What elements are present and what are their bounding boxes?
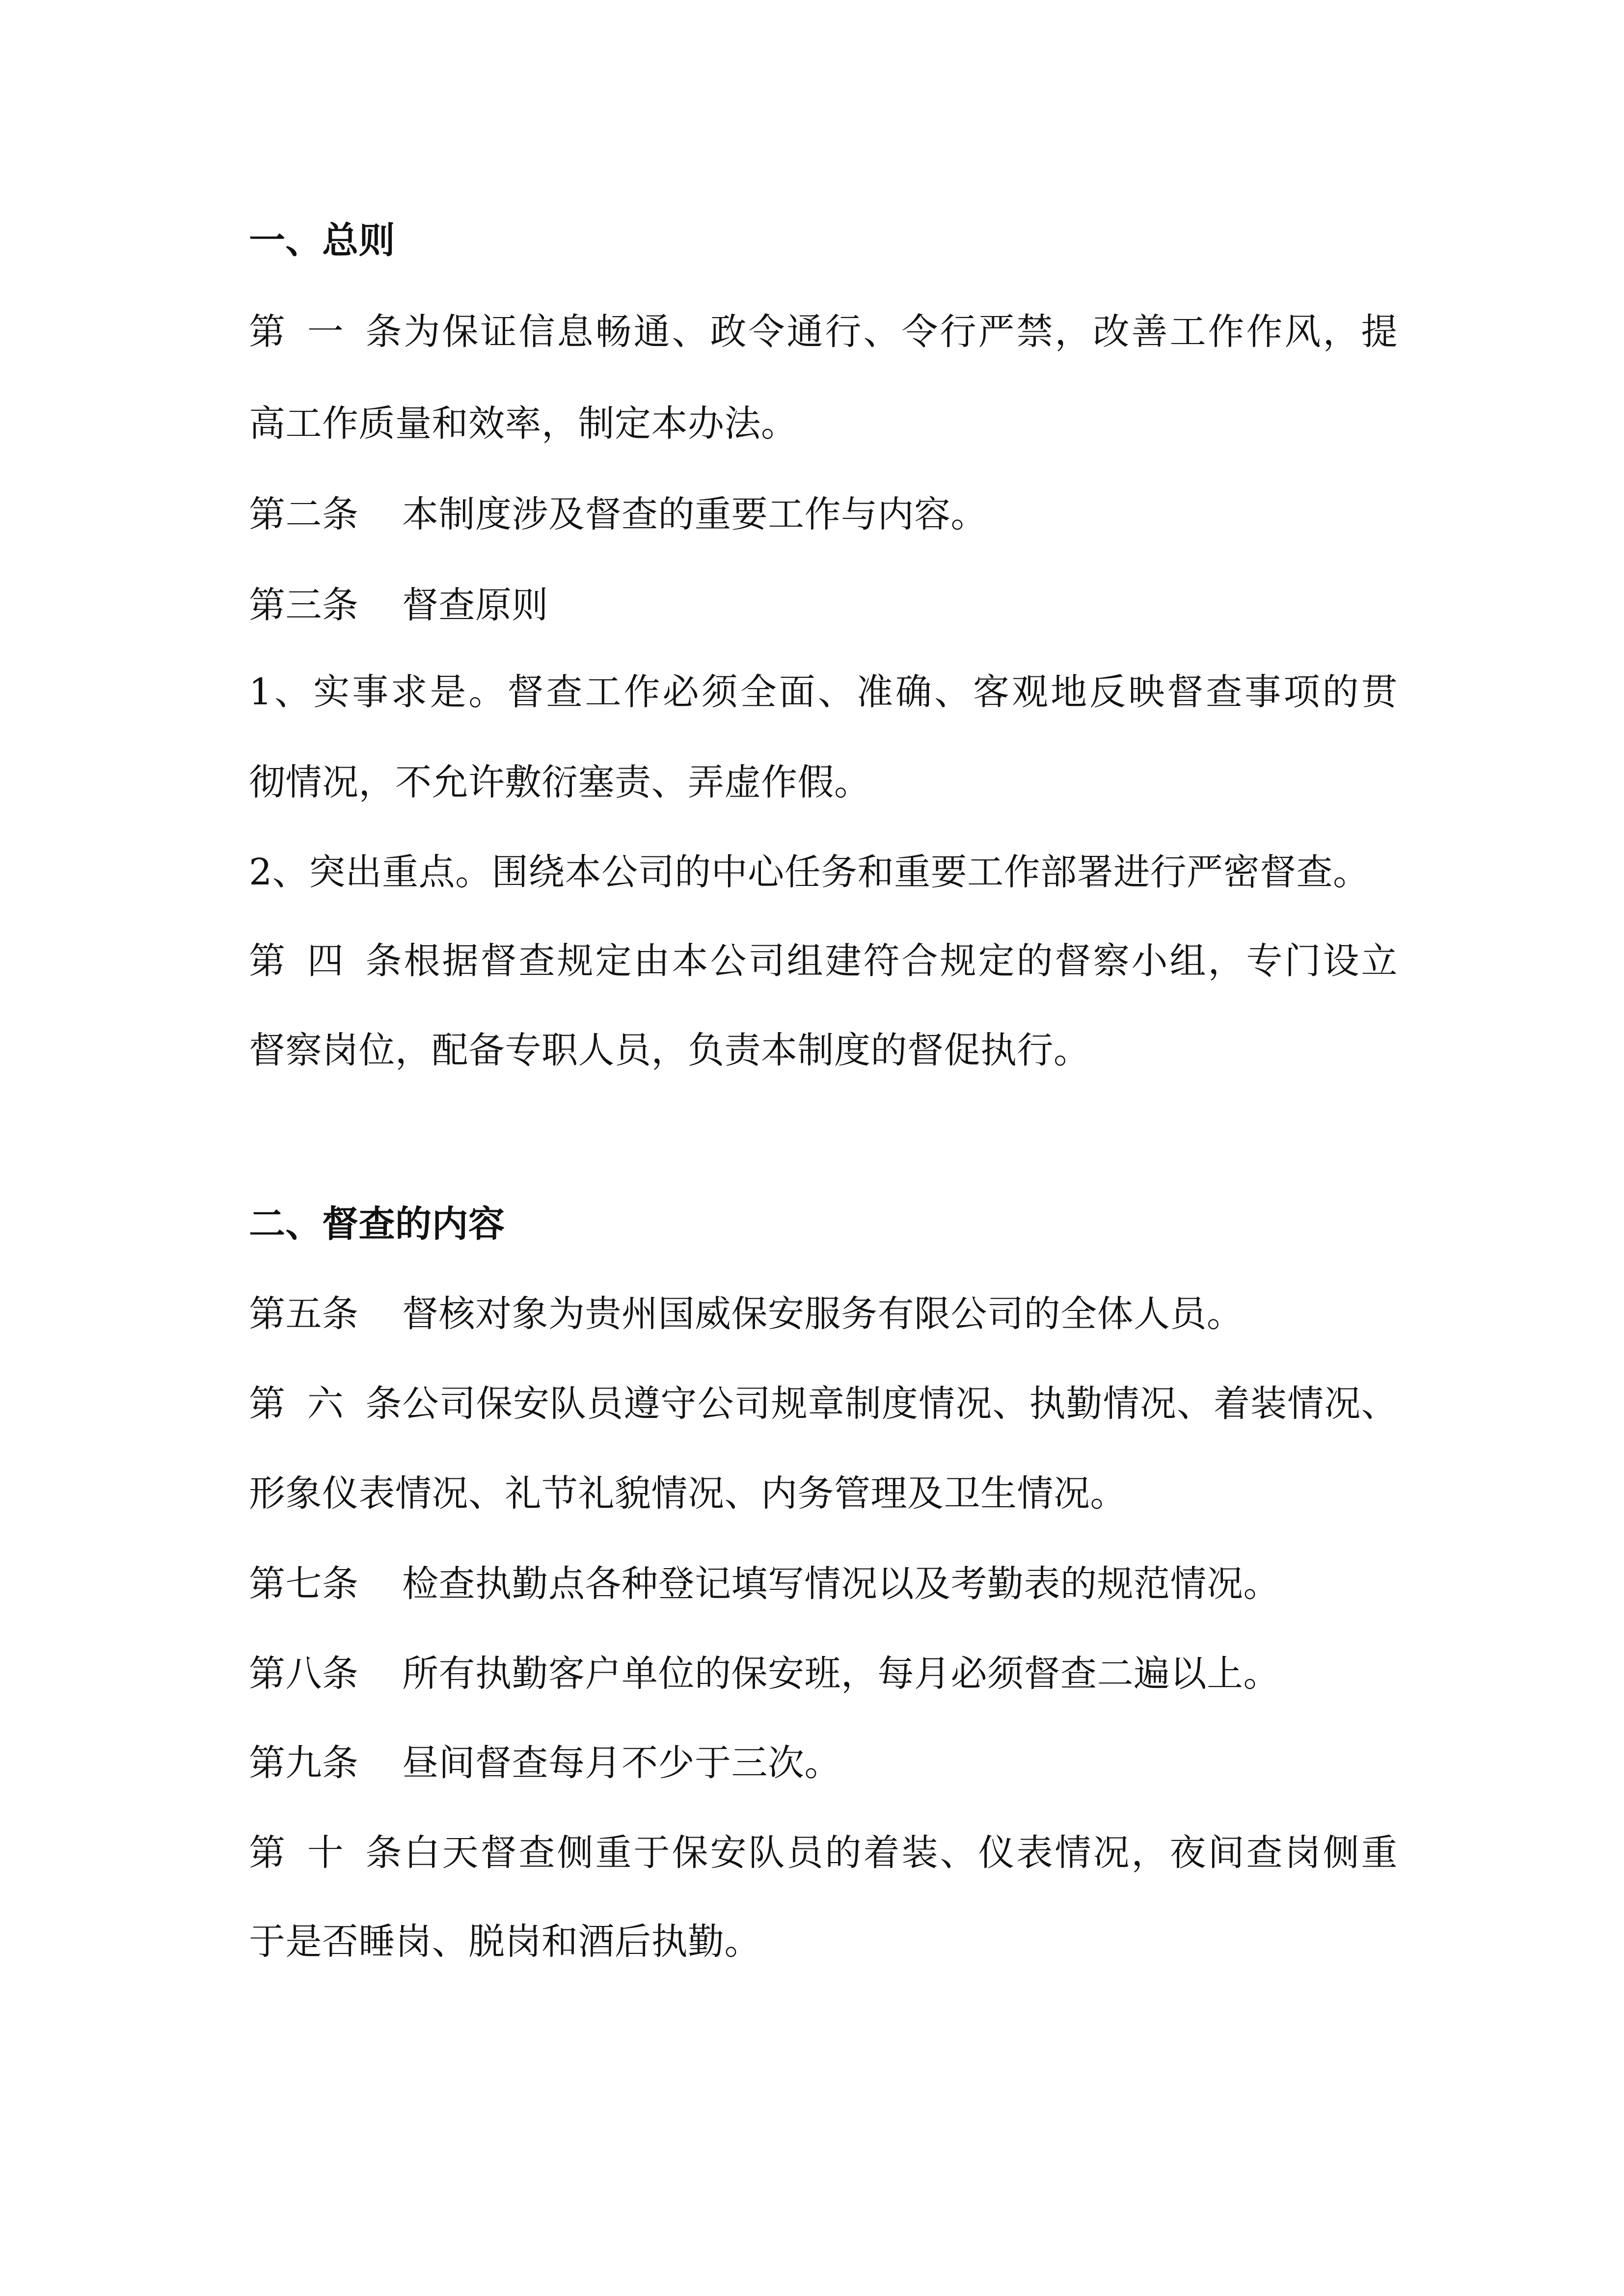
article-number: 第六条 bbox=[249, 1383, 402, 1425]
article-number: 第八条 bbox=[249, 1653, 359, 1695]
article-text: 督核对象为贵州国威保安服务有限公司的全体人员。 bbox=[402, 1293, 1244, 1335]
article-10-line-2: 于是否睡岗、脱岗和酒后执勤。 bbox=[249, 1921, 761, 1963]
article-10-line-1 bbox=[249, 1828, 1398, 1877]
section-heading: 一、总则 bbox=[249, 219, 395, 262]
article-text: 公司保安队员遵守公司规章制度情况、执勤情况、着装情况、 bbox=[402, 1383, 1398, 1425]
article-text: 为保证信息畅通、政令通行、令行严禁，改善工作作风，提 bbox=[402, 311, 1398, 353]
article-6-line-2: 形象仪表情况、礼节礼貌情况、内务管理及卫生情况。 bbox=[249, 1472, 1127, 1515]
article-number: 第十条 bbox=[249, 1832, 402, 1874]
article-number: 第三条 bbox=[249, 584, 359, 626]
article-text: 根据督查规定由本公司组建符合规定的督察小组，专门设立 bbox=[402, 940, 1398, 982]
principle-1-line-1: 1、实事求是。督查工作必须全面、准确、客观地反映督查事项的贯 bbox=[249, 671, 1398, 713]
article-text: 所有执勤客户单位的保安班，每月必须督查二遍以上。 bbox=[402, 1653, 1280, 1695]
article-5 bbox=[249, 1289, 1398, 1338]
article-1-line-1 bbox=[249, 307, 1398, 356]
principle-1-line-2: 彻情况，不允许敷衍塞责、弄虚作假。 bbox=[249, 761, 871, 803]
article-3 bbox=[249, 581, 1398, 630]
article-number: 第七条 bbox=[249, 1563, 359, 1605]
article-8 bbox=[249, 1649, 1398, 1698]
article-2 bbox=[249, 490, 1398, 539]
article-text: 检查执勤点各种登记填写情况以及考勤表的规范情况。 bbox=[402, 1563, 1280, 1605]
article-4-line-1 bbox=[249, 936, 1398, 986]
article-6-line-1 bbox=[249, 1379, 1398, 1428]
article-number: 第九条 bbox=[249, 1742, 359, 1784]
article-4-line-2: 督察岗位，配备专职人员，负责本制度的督促执行。 bbox=[249, 1029, 1090, 1071]
article-9 bbox=[249, 1738, 1398, 1788]
article-text: 本制度涉及督查的重要工作与内容。 bbox=[402, 493, 987, 535]
principle-2: 2、突出重点。围绕本公司的中心任务和重要工作部署进行严密督查。 bbox=[249, 851, 1370, 893]
article-text: 昼间督查每月不少于三次。 bbox=[402, 1742, 841, 1784]
article-number: 第一条 bbox=[249, 311, 402, 353]
article-text: 督查原则 bbox=[402, 584, 548, 626]
article-number: 第五条 bbox=[249, 1293, 359, 1335]
article-text: 白天督查侧重于保安队员的着装、仪表情况，夜间查岗侧重 bbox=[402, 1832, 1398, 1874]
article-7 bbox=[249, 1559, 1398, 1608]
article-number: 第四条 bbox=[249, 940, 402, 982]
section-heading: 二、督查的内容 bbox=[249, 1203, 505, 1245]
article-number: 第二条 bbox=[249, 493, 359, 535]
article-1-line-2: 高工作质量和效率，制定本办法。 bbox=[249, 402, 798, 445]
